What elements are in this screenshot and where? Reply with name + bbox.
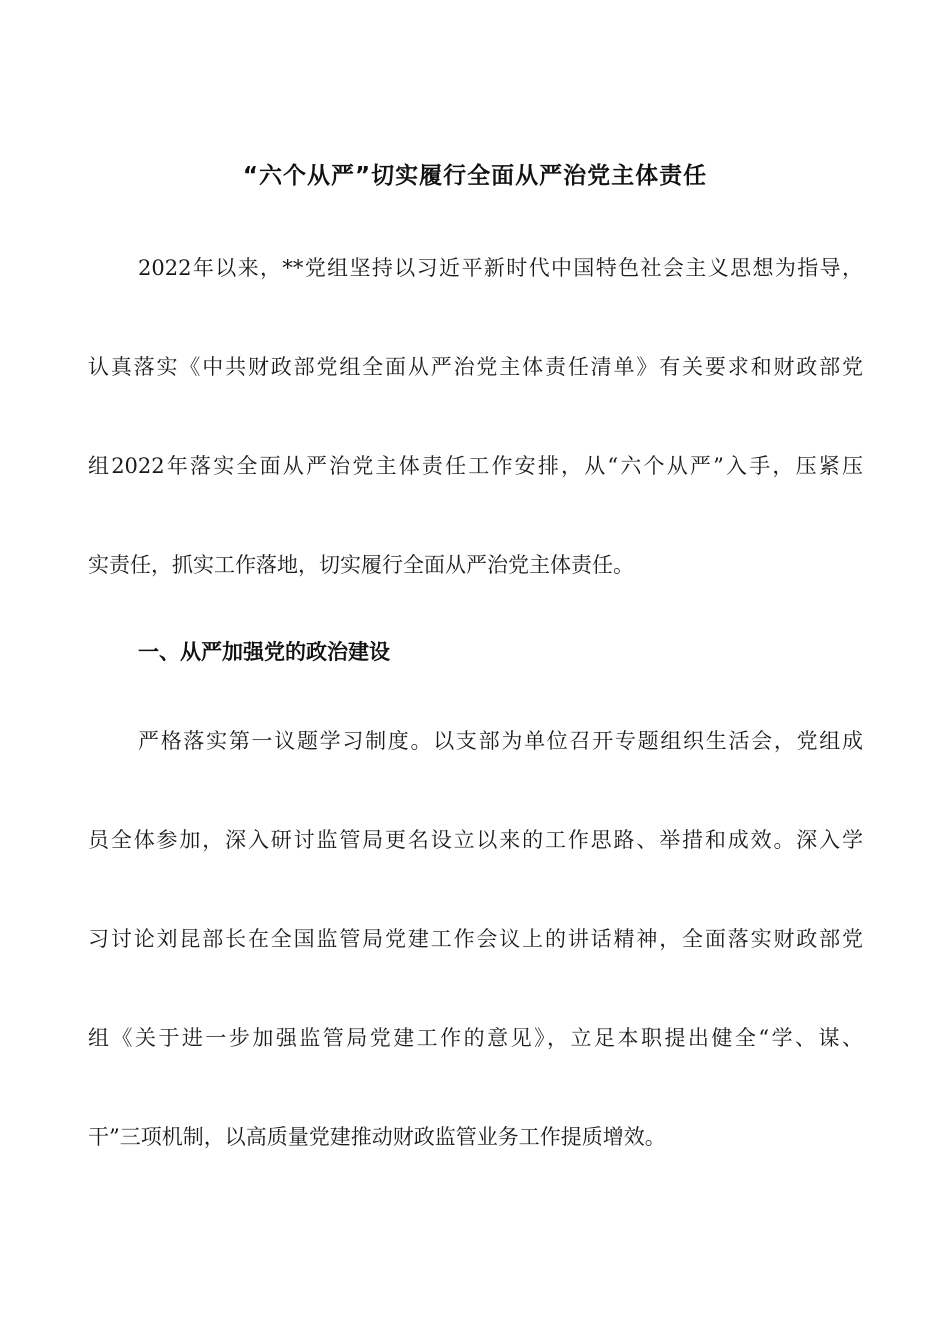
intro-line-4: 实责任，抓实工作落地，切实履行全面从严治党主体责任。 — [88, 553, 634, 577]
section-heading-1: 一、从严加强党的政治建设 — [138, 640, 390, 664]
section1-line-3: 习讨论刘昆部长在全国监管局党建工作会议上的讲话精神，全面落实财政部党 — [88, 927, 863, 951]
section1-line-5: 干”三项机制，以高质量党建推动财政监管业务工作提质增效。 — [88, 1125, 666, 1149]
section1-line-2: 员全体参加，深入研讨监管局更名设立以来的工作思路、举措和成效。深入学 — [88, 828, 863, 852]
section1-line-4: 组《关于进一步加强监管局党建工作的意见》，立足本职提出健全“学、谋、 — [88, 1026, 863, 1050]
intro-line-3: 组2022年落实全面从严治党主体责任工作安排，从“六个从严”入手，压紧压 — [88, 454, 863, 478]
intro-line-1: 2022年以来，**党组坚持以习近平新时代中国特色社会主义思想为指导， — [138, 256, 863, 280]
section1-line-1: 严格落实第一议题学习制度。以支部为单位召开专题组织生活会，党组成 — [138, 729, 863, 753]
intro-line-2: 认真落实《中共财政部党组全面从严治党主体责任清单》有关要求和财政部党 — [88, 355, 863, 379]
document-title: “六个从严”切实履行全面从严治党主体责任 — [242, 163, 708, 189]
